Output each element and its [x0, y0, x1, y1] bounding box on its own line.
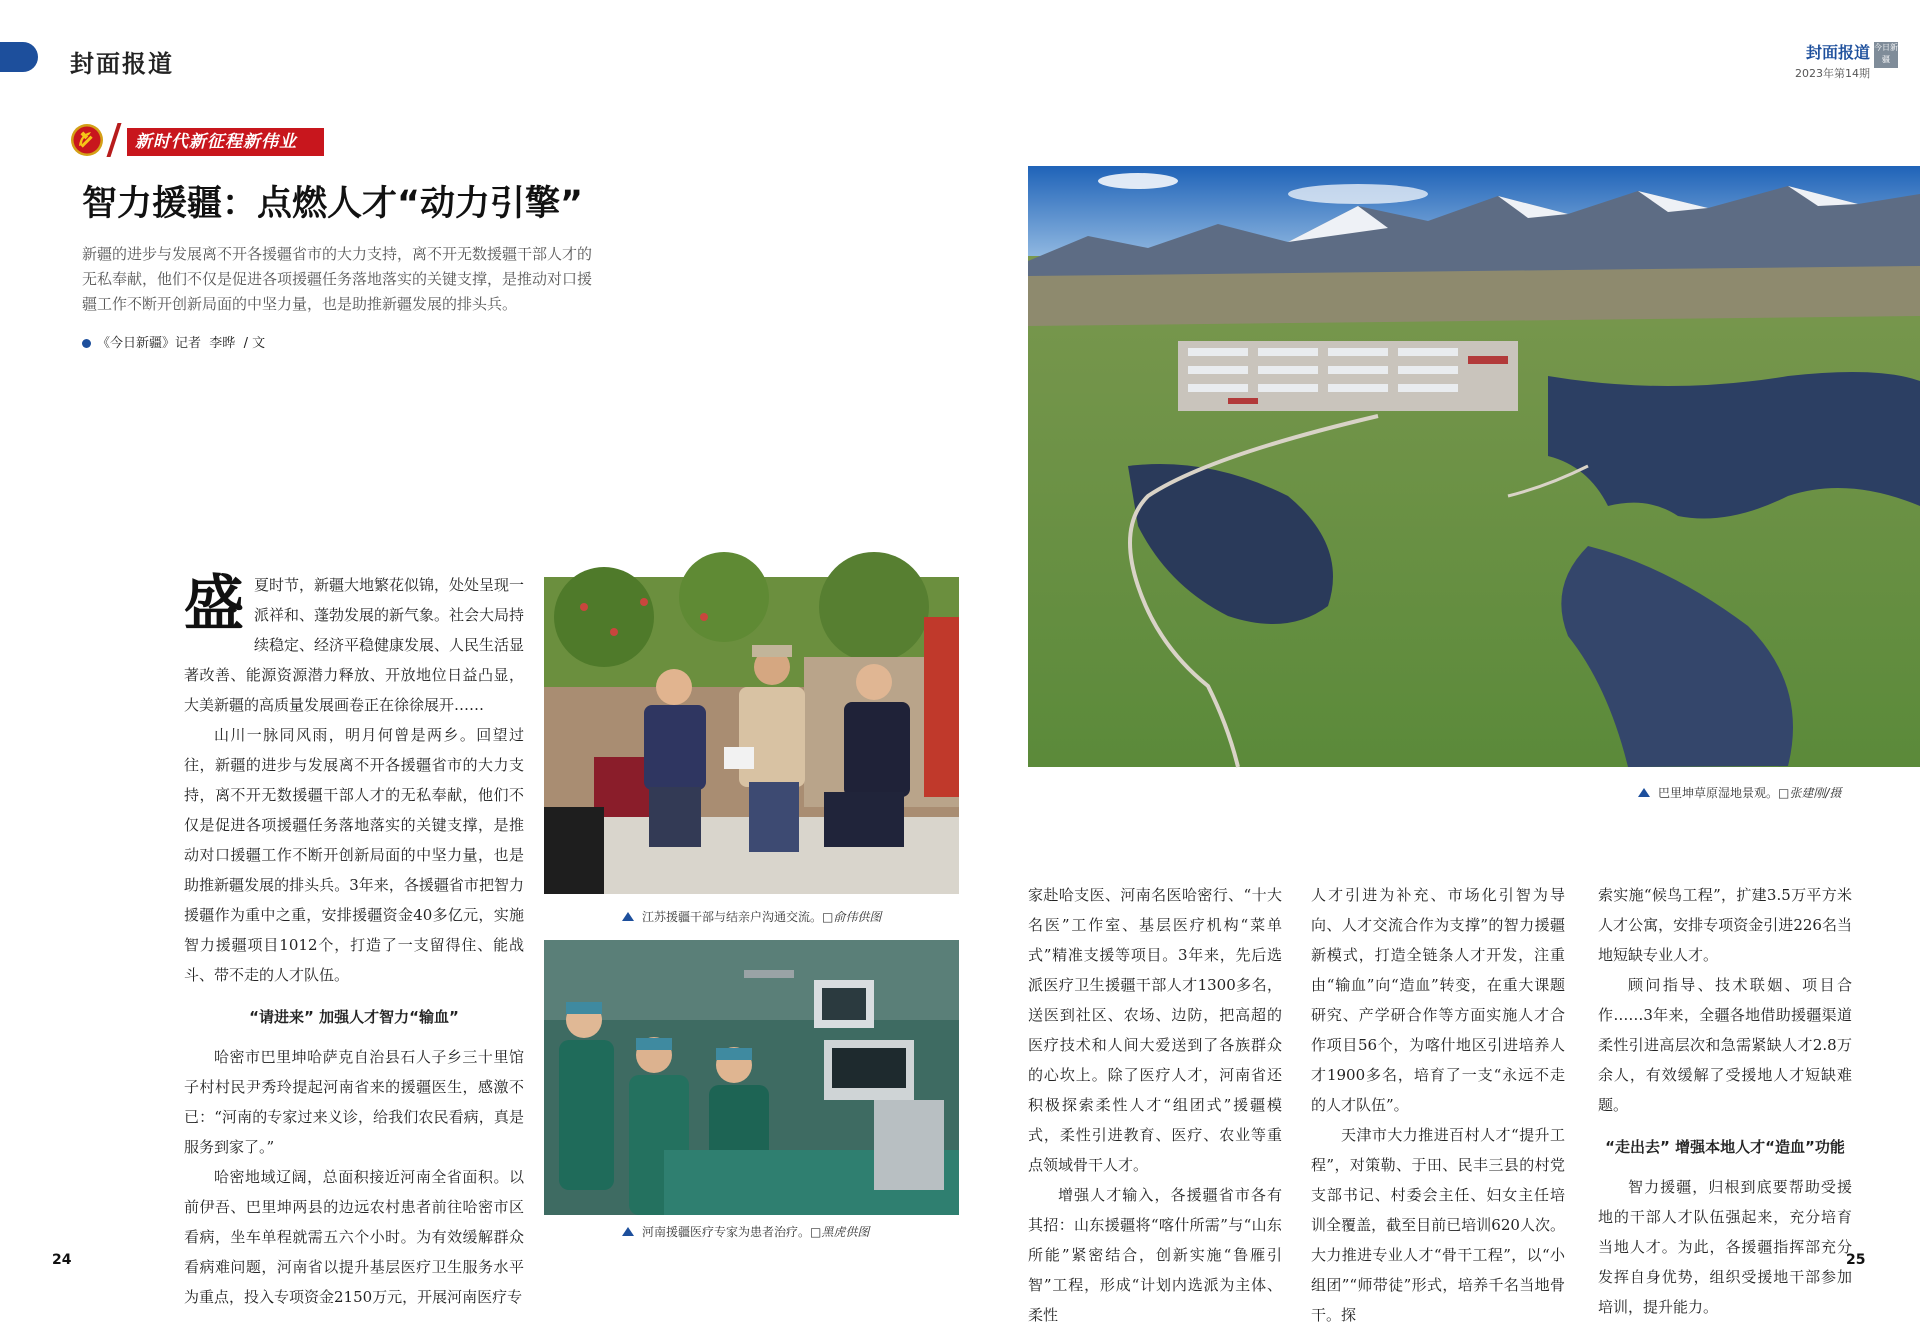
headline-part2: 点燃人才“动力引擎”: [257, 184, 584, 224]
byline-author: 李晔: [209, 336, 236, 351]
photo1-caption-credit: □俞伟供图: [822, 910, 882, 924]
paragraph: 哈密地域辽阔，总面积接近河南全省面积。以前伊吾、巴里坤两县的边远农村患者前往哈密市区看病，坐车单程就需五六个小时。为有效缓解群众看病难问题，河南省以提升基层医疗卫生服务水平为重点，投入专项资金2150万元，开展河南医疗专: [184, 1168, 524, 1306]
page-number-right: 25: [1846, 1252, 1866, 1268]
magazine-logo: 今日新疆: [1874, 42, 1898, 68]
paragraph: 夏时节，新疆大地繁花似锦，处处呈现一派祥和、蓬勃发展的新气象。社会大局持续稳定、经济平稳健康发展、人民生活显著改善、能源资源潜力释放、开放地位日益凸显，大美新疆的高质量发展画卷正在徐徐展开……: [184, 576, 525, 714]
paragraph: 哈密市巴里坤哈萨克自治县石人子乡三十里馆子村村民尹秀玲提起河南省来的援疆医生，感激不已：“河南的专家过来义诊，给我们农民看病，真是服务到家了。”: [184, 1048, 524, 1156]
photo1-caption-text: 江苏援疆干部与结亲户沟通交流。: [642, 910, 823, 924]
section-tab-marker: [0, 42, 38, 72]
landscape-caption-text: 巴里坤草原湿地景观。: [1658, 786, 1779, 800]
page-number-left: 24: [52, 1252, 72, 1268]
surgery-photo: [544, 940, 959, 1215]
byline-bullet-icon: [82, 339, 91, 348]
photo1-caption: [622, 908, 881, 925]
cadres-visit-photo: [544, 577, 959, 894]
paragraph: 智力援疆，归根到底要帮助受援地的干部人才队伍强起来，充分培育当地人才。为此，各援疆指挥部充分发挥自身优势，组织受援地干部参加培训，提升能力。: [1598, 1178, 1852, 1316]
paragraph: 家赴哈支医、河南名医哈密行、“十大名医”工作室、基层医疗机构“菜单式”精准支援等项目。3年来，先后选派医疗卫生援疆干部人才1300多名，送医到社区、农场、边防，把高超的医疗技术和人间大爱送到了各族群众的心坎上。除了医疗人才，河南省还积极探索柔性人才“组团式”援疆模式，柔性引进教育、医疗、农业等重点领域骨干人才。: [1028, 886, 1282, 1174]
byline: [82, 332, 265, 351]
article-headline: [82, 176, 583, 226]
landscape-caption: [1638, 784, 1841, 801]
paragraph: 天津市大力推进百村人才“提升工程”，对策勒、于田、民丰三县的村党支部书记、村委会主任、妇女主任培训全覆盖，截至目前已培训620人次。大力推进专业人才“骨干工程”，以“小组团”“师带徒”形式，培养千名当地骨干。探: [1311, 1126, 1565, 1324]
banner-divider: [106, 123, 121, 157]
landscape-caption-credit: □张建刚/摄: [1778, 786, 1842, 800]
party-emblem-icon: [70, 123, 104, 157]
photo2-caption: [622, 1223, 869, 1240]
caption-triangle-icon: [1638, 788, 1650, 797]
column-4: [1311, 880, 1565, 1330]
paragraph: 顾问指导、技术联姻、项目合作……3年来，全疆各地借助援疆渠道柔性引进高层次和急需紧缺人才2.8万余人，有效缓解了受援地人才短缺难题。: [1598, 976, 1852, 1114]
subheading: “走出去” 增强本地人才“造血”功能: [1605, 1138, 1845, 1156]
landscape-photo: [1028, 166, 1920, 767]
column-1: [184, 570, 524, 1312]
column-3: [1028, 880, 1282, 1330]
section-title: 封面报道: [70, 49, 174, 78]
paragraph: 人才引进为补充、市场化引智为导向、人才交流合作为支撑”的智力援疆新模式，打造全链条人才开发，注重由“输血”向“造血”转变，在重大课题研究、产学研合作等方面实施人才合作项目56个，为喀什地区引进培养人才1900多名，培育了一支“永远不走的人才队伍”。: [1311, 886, 1565, 1114]
theme-banner: 新时代新征程新伟业: [127, 128, 324, 156]
headline-part1: 智力援疆：: [82, 184, 258, 224]
drop-cap: 盛: [184, 569, 244, 639]
magazine-brand: [1795, 40, 1898, 81]
article-lede: 新疆的进步与发展离不开各援疆省市的大力支持，离不开无数援疆干部人才的无私奉献，他们不仅是促进各项援疆任务落地落实的关键支撑，是推动对口援疆工作不断开创新局面的中坚力量，也是助推新疆发展的排头兵。: [82, 245, 593, 313]
subheading: “请进来” 加强人才智力“输血”: [249, 1008, 459, 1026]
photo2-caption-text: 河南援疆医疗专家为患者治疗。: [642, 1225, 811, 1239]
byline-source: 《今日新疆》记者: [97, 336, 202, 351]
paragraph: 山川一脉同风雨，明月何曾是两乡。回望过往，新疆的进步与发展离不开各援疆省市的大力支持，离不开无数援疆干部人才的无私奉献，他们不仅是促进各项援疆任务落地落实的关键支撑，是推动对口援疆工作不断开创新局面的中坚力量，也是助推新疆发展的排头兵。3年来，各援疆省市把智力援疆作为重中之重，安排援疆资金40多亿元，实施智力援疆项目1012个，打造了一支留得住、能战斗、带不走的人才队伍。: [184, 726, 524, 984]
paragraph: 增强人才输入，各援疆省市各有其招：山东援疆将“喀什所需”与“山东所能”紧密结合，创新实施“鲁雁引智”工程，形成“计划内选派为主体、柔性: [1028, 1186, 1282, 1324]
paragraph: 索实施“候鸟工程”，扩建3.5万平方米人才公寓，安排专项资金引进226名当地短缺专业人才。: [1598, 886, 1852, 964]
byline-suffix: / 文: [243, 336, 266, 351]
caption-triangle-icon: [622, 912, 634, 921]
brand-name: 封面报道: [1805, 43, 1870, 62]
photo2-caption-credit: □黑虎供图: [810, 1225, 870, 1239]
column-5: [1598, 880, 1852, 1322]
issue-number: 2023年第14期: [1795, 67, 1870, 80]
caption-triangle-icon: [622, 1227, 634, 1236]
